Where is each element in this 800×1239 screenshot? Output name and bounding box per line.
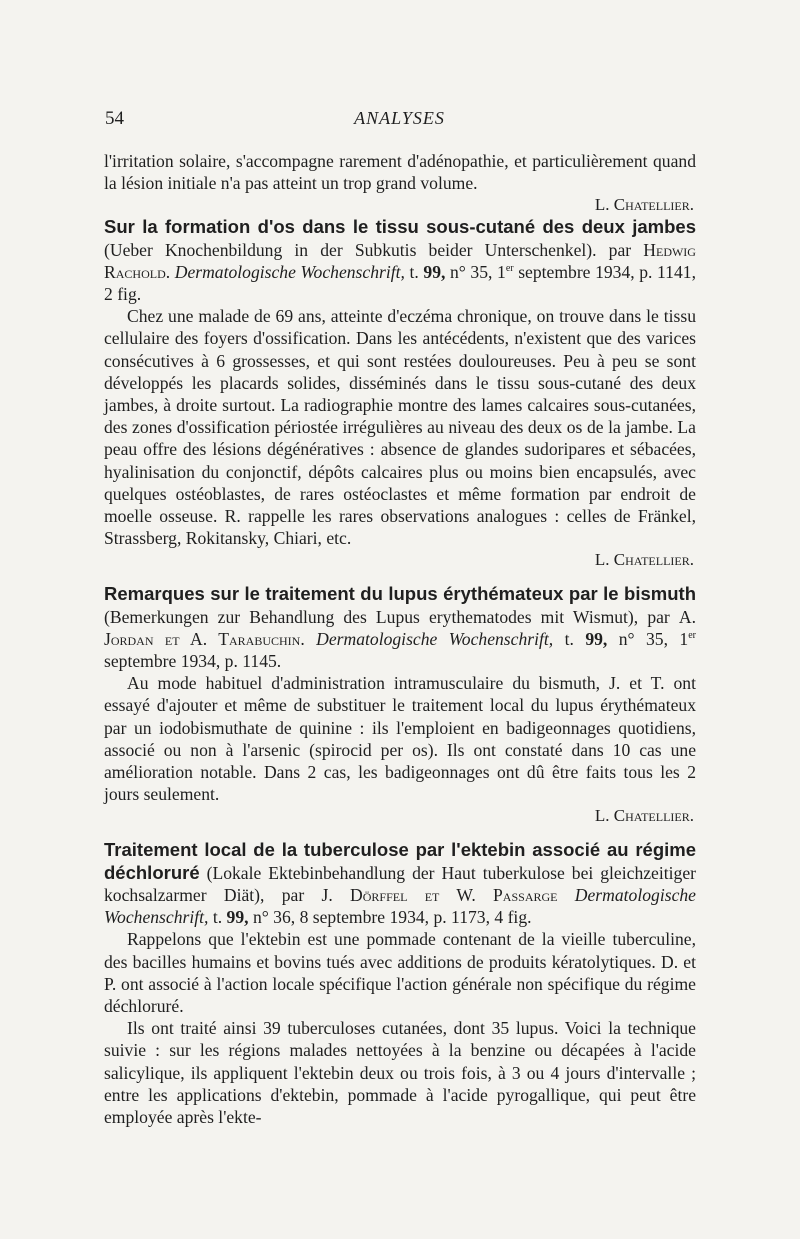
page-number: 54 (105, 108, 124, 129)
running-title: ANALYSES (354, 108, 445, 128)
article-journal: Dermatologische Wochenschrift, (174, 261, 405, 282)
article-paragraph: Ils ont traité ainsi 39 tuberculoses cutanées, dont 35 lupus. Voici la technique suivie : sur les régions malades nettoyées à la benzine ou décapées à l'acide salicylique, ils appliquent l'ektebin deux ou trois fois, à 3 ou 4 jours d'intervalle ; entre les applications d'ektebin, pommade à l'acide pyrogallique, qui peut être employée après l'ekte- (104, 1018, 696, 1127)
article-date: 8 septembre 1934, p. 1173, 4 fig. (299, 907, 532, 928)
article-volume-prefix: t. (564, 628, 574, 649)
article-paragraph: Rappelons que l'ektebin est une pommade contenant de la vieille tuberculine, des bacilles humains et bovins tués avec additions de produits kératolytiques. D. et P. ont associé à l'action locale spécifique l'action générale non spécifique du régime déchloruré. (104, 929, 696, 1016)
article-date: septembre 1934, p. 1145. (104, 651, 282, 672)
article-title: Traitement local de la tuberculose par l'ektebin associé au régime déchloruré (104, 839, 696, 883)
article-by: par (608, 239, 632, 260)
article-authors: J. Dörffel et W. Passarge (321, 884, 558, 905)
article-authors: Hedwig Rachold. (104, 239, 696, 282)
article-issue: n° 36, (252, 907, 296, 928)
article (104, 216, 696, 571)
page-header (105, 108, 694, 138)
article-by: par (281, 884, 305, 905)
article-reference (104, 583, 696, 672)
article-paragraph: Au mode habituel d'administration intramusculaire du bismuth, J. et T. ont essayé d'ajouter et même de substituer le traitement local du lupus érythémateux par un iodobismuthate de quinine : ils l'emploient en badigeonnages quotidiens, associé ou non à l'arsenic (spirocid per os). Ils ont constaté dans 10 cas une amélioration notable. Dans 2 cas, les badigeonnages ont dû être faits tous les 2 jours seulement. (104, 673, 696, 805)
article-signature: L. Chatellier. (594, 806, 694, 826)
article (104, 839, 696, 1128)
article-title: Sur la formation d'os dans le tissu sous-cutané des deux jambes (104, 216, 696, 238)
article-reference (104, 839, 696, 928)
article-issue: n° 35, (450, 261, 493, 282)
article-original-title: (Bemerkungen zur Behandlung des Lupus erythematodes mit Wismut), (104, 606, 639, 627)
article-paragraph: Chez une malade de 69 ans, atteinte d'eczéma chronique, on trouve dans le tissu cellulaire des foyers d'ossification. Dans les antécédents, n'existent que des varices consécutives à 6 grossesses, et qui sont restées douloureuses. Peu à peu se sont développés les placards solides, disséminés dans le tissu sous-cutané des deux jambes, à droite surtout. La radiographie montre des lames calcaires sous-cutanées, des zones d'ossification périostée irrégulières au niveau des deux os de la jambe. La peau offre des lésions dégénératives : absence de glandes sudoripares et sébacées, hyalinisation du conjonctif, dépôts calcaires plus ou moins bien encapsulés, avec quelques ostéoblastes, de rares ostéoclastes et même formation par endroit de moelle osseuse. R. rappelle les rares observations analogues : celles de Fränkel, Strassberg, Rokitansky, Chiari, etc. (104, 306, 696, 549)
article (104, 583, 696, 827)
article-original-title: (Lokale Ektebinbehandlung der Haut tuberkulose bei gleichzeitiger kochsalzarmer Diät), (104, 862, 696, 905)
intro-signature: L. Chatellier. (594, 195, 694, 215)
article-day-suffix: er (505, 262, 514, 274)
article-journal: Dermatologische Wochenschrift, (316, 628, 554, 649)
article-signature: L. Chatellier. (594, 550, 694, 570)
article-volume: 99, (423, 261, 446, 282)
article-day-suffix: er (688, 630, 696, 641)
article-title: Remarques sur le traitement du lupus érythémateux par le bismuth (104, 583, 696, 605)
article-volume-prefix: t. (409, 261, 419, 282)
article-original-title: (Ueber Knochenbildung in der Subkutis beider Unterschenkel). (104, 239, 597, 260)
article-reference (104, 216, 696, 305)
article-authors: A. Jordan et A. Tarabuchin. (104, 606, 696, 649)
article-day: 1 (497, 261, 506, 282)
article-day: 1 (679, 628, 689, 649)
intro-paragraph: l'irritation solaire, s'accompagne rarement d'adénopathie, et particulièrement quand la lésion initiale n'a pas atteint un trop grand volume. (104, 151, 696, 194)
article-volume: 99, (226, 907, 249, 928)
article-volume: 99, (585, 628, 608, 649)
article-by: par (647, 606, 670, 627)
article-list (104, 216, 696, 1128)
article-date: septembre 1934, p. 1141, 2 fig. (104, 261, 696, 305)
article-journal: Dermatologische Wochenschrift, (104, 884, 696, 928)
article-volume-prefix: t. (212, 907, 223, 928)
page-body (104, 150, 696, 1128)
article-issue: n° 35, (618, 628, 668, 649)
